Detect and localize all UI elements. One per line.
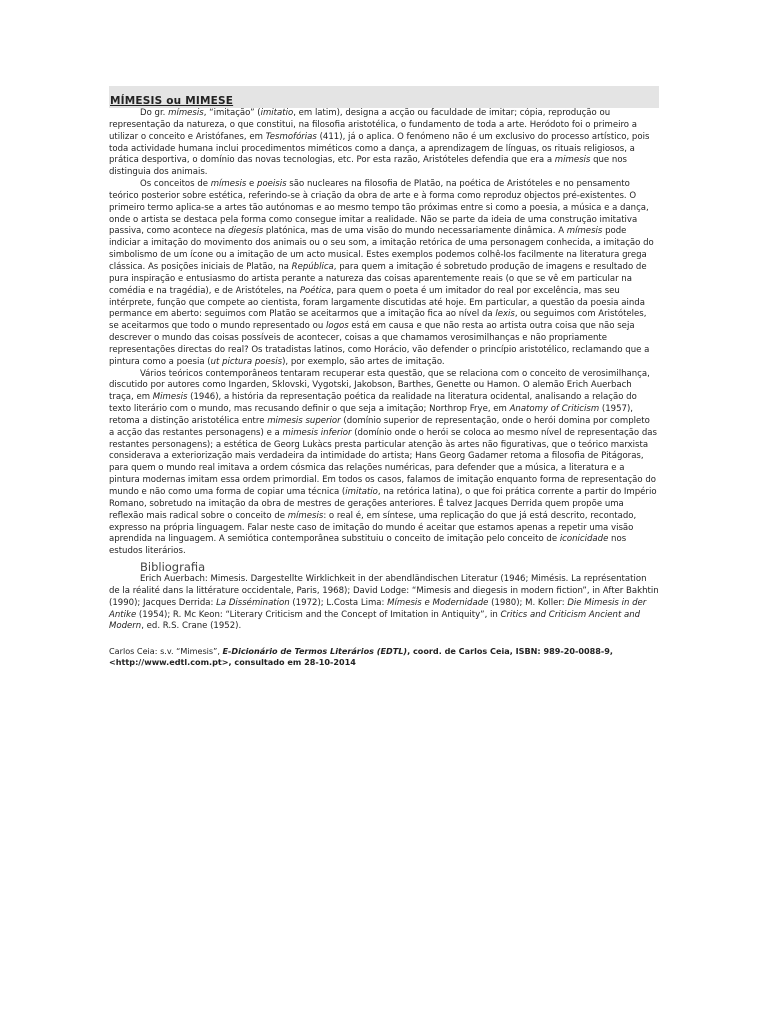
citation [109,646,659,668]
text-run: Erich Auerbach: Mimesis. Dargestellte Wirklichkeit in der abendländischen Literatur (1946; Mimésis. La représentation de la réalité dans la littérature occidentale, Paris, 1968); David Lodge: “Mimesis and diegesis in modern fiction”, in After Bakhtin (1990); Jacques Derrida: [109,574,659,608]
text-run: , para quem a imitação é sobretudo produção de imagens e resultado de pura inspiração e entusiasmo do artista perante a natureza das coisas aparentemente reais (o que se vê em particular na comédia e na tragédia), e de Aristóteles, na [109,261,647,296]
italic-term: Critics and Criticism Ancient and Modern [109,609,641,632]
italic-term: imitatio [260,108,294,118]
text-run: , em latim), designa a acção ou faculdade de imitar; cópia, reprodução ou representação da natureza, o que constitui, na filosofia aristotélica, o fundamento de toda a arte. Heródoto foi o primeiro a utilizar o conceito e Aristófanes, em [109,108,637,142]
text-run: são nucleares na filosofia de Platão, na poética de Aristóteles e no pensamento teórico posterior sobre estética, referindo-se à criação da obra de arte e à forma como reproduz objectos pré-existentes. O primeiro termo aplica-se a artes tão autónomas e ao mesmo tempo tão próximas entre si como a poesia, a música e a dança, onde o artista se destaca pela forma como consegue imitar a realidade. Não se parte da ideia de uma construção imitativa passiva, como acontece na [109,179,649,237]
text-run: pode indiciar a imitação do movimento dos animais ou o seu som, a imitação retórica de uma personagem conhecida, a imitação do simbolismo de um ícone ou a imitação de um acto musical. Estes exemplos podemos colhê-los facilmente na literatura grega clássica. As posições iniciais de Platão, na [109,226,654,272]
italic-term: mímesis [566,226,603,237]
italic-term: mimesis inferior [282,427,352,438]
italic-term: mimesis superior [267,415,341,426]
italic-term: ut pictura poesis [210,356,283,367]
italic-term: Die Mimesis in der Antike [109,597,647,620]
italic-term: diegesis [228,226,264,237]
text-run: (domínio superior de representação, onde o herói domina por completo a acção das restantes personagens) e a [109,415,650,438]
text-run: platónica, mas de uma visão do mundo necessariamente dinâmica. A [263,226,567,237]
text-run: (1946), a história da representação poética da realidade na literatura ocidental, analisando a relação do texto literário com o mundo, mas recusando definir o que seja a imitação; Northrop Frye, em [109,392,637,415]
text-run: Do gr. [140,108,169,118]
italic-term: poeisis [257,179,287,190]
text-run: , ou seguimos com Aristóteles, se aceitarmos que todo o mundo representado ou [109,309,647,332]
paragraph [109,369,657,559]
text-run: (domínio onde o herói se coloca ao mesmo nível de representação das restantes personagens); a estética de Georg Lukàcs presta particular atenção às artes não figurativas, que o teórico marxista considerava a exteriorização mais verdadeira da intimidade do artista; Hans Georg Gadamer retoma a filosofia de Pitágoras, para quem o mundo real imitava a ordem cósmica das relações numéricas, para defender que a música, a literatura e a pintura modernas imitam essa ordem primordial. Em todos os casos, falamos de imitação enquanto forma de representação do mundo e não como uma forma de copiar uma técnica ( [109,427,657,497]
text-run: Carlos Ceia: s.v. “Mimesis”, [109,646,223,657]
text-run: (1972); L.Costa Lima: [289,597,388,608]
text-run: , coord. de Carlos Ceia, ISBN: 989-20-0088-9, <http://www.edtl.com.pt>, consultado em 28-10-2014 [109,646,613,668]
article [109,86,659,669]
text-run: , na retórica latina), o que foi prática corrente a partir do Império Romano, sobretudo na imitação da obra de mestres de gerações anteriores. É talvez Jacques Derrida quem propõe uma reflexão mais radical sobre o conceito de [109,487,657,521]
text-run: , para quem o poeta é um imitador do real por excelência, mas seu intérprete, função que compete ao cientista, foram largamente discutidas até hoje. Em particular, a questão da poesia ainda permance em aberto: seguimos com Platão se aceitarmos que a imitação fica ao nível da [109,285,645,320]
italic-term: La Dissémination [216,597,290,608]
text-run: : o real é, em síntese, uma replicação do que já está descrito, recontado, expresso na própria linguagem. Falar neste caso de imitação do mundo é aceitar que estamos apenas a repetir uma visão aprendida na linguagem. A semiótica contemporânea substituiu o conceito de imitação pelo conceito de [109,510,637,545]
text-run: (1954); R. Mc Keon: “Literary Criticism and the Concept of Imitation in Antiquity”, in [136,609,501,620]
text-run: (411), já o aplica. O fenómeno não é um exclusivo do processo artístico, pois toda actividade humana inclui procedimentos miméticos como a dança, a aprendizagem de línguas, os rituais religiosos, a prática desportiva, o domínio das novas tecnologias, etc. Por esta razão, Aristóteles defendia que era a [109,131,650,166]
bibliography-entry [109,574,659,633]
text-run: nos estudos literários. [109,534,627,557]
bibliography-heading: Bibliografia [140,560,206,575]
italic-term: imitatio [345,487,378,497]
italic-term: mímesis [168,108,204,118]
text-run: ), por exemplo, são artes de imitação. [282,356,445,367]
italic-term: mímesis [287,510,324,521]
italic-term: República [291,261,334,272]
text-run: está em causa e que não resta ao artista outra coisa que não seja descrever o mundo das coisas possíveis de acontecer, coisas a que chamamos verosimilhanças e não propriamente representações directas do real? Os tratadistas latinos, como Horácio, vão defender o princípio aristotélico, reclamando que a pintura como a poesia ( [109,321,650,367]
italic-term: lexis [495,309,515,320]
text-run: Vários teóricos contemporâneos tentaram recuperar esta questão, que se relaciona com o conceito de verosimilhança, discutido por autores como Ingarden, Sklovski, Vygotski, Jakobson, Barthes, Genette ou Hamon. O alemão Erich Auerbach traça, em [109,368,650,403]
text-run: , “imitação” ( [203,108,261,118]
paragraph [109,179,657,369]
paragraph [109,108,657,179]
text-run: (1980); M. Koller: [488,597,568,608]
italic-term: mímesis [210,179,247,190]
italic-term: Mimesis [152,392,188,403]
italic-term: E-Dicionário de Termos Literários (EDTL) [222,646,408,657]
italic-term: Poética [299,285,332,296]
text-run: , ed. R.S. Crane (1952). [141,621,242,632]
text-run: e [246,179,258,190]
italic-term: logos [325,321,349,332]
title-bar [109,86,659,108]
italic-term: Anatomy of Criticism [509,404,600,415]
italic-term: Tesmofórias [265,131,317,142]
text-run: (1957), retoma a distinção aristotélica entre [109,404,634,426]
bibliography [109,574,659,633]
italic-term: mimesis [554,155,591,166]
italic-term: iconicidade [559,534,609,545]
italic-term: Mímesis e Modernidade [387,597,489,608]
article-title: MÍMESIS ou MIMESE [110,95,234,107]
text-run: que nos distinguia dos animais. [109,155,628,178]
article-body [109,108,659,558]
text-run: Os conceitos de [140,179,211,190]
